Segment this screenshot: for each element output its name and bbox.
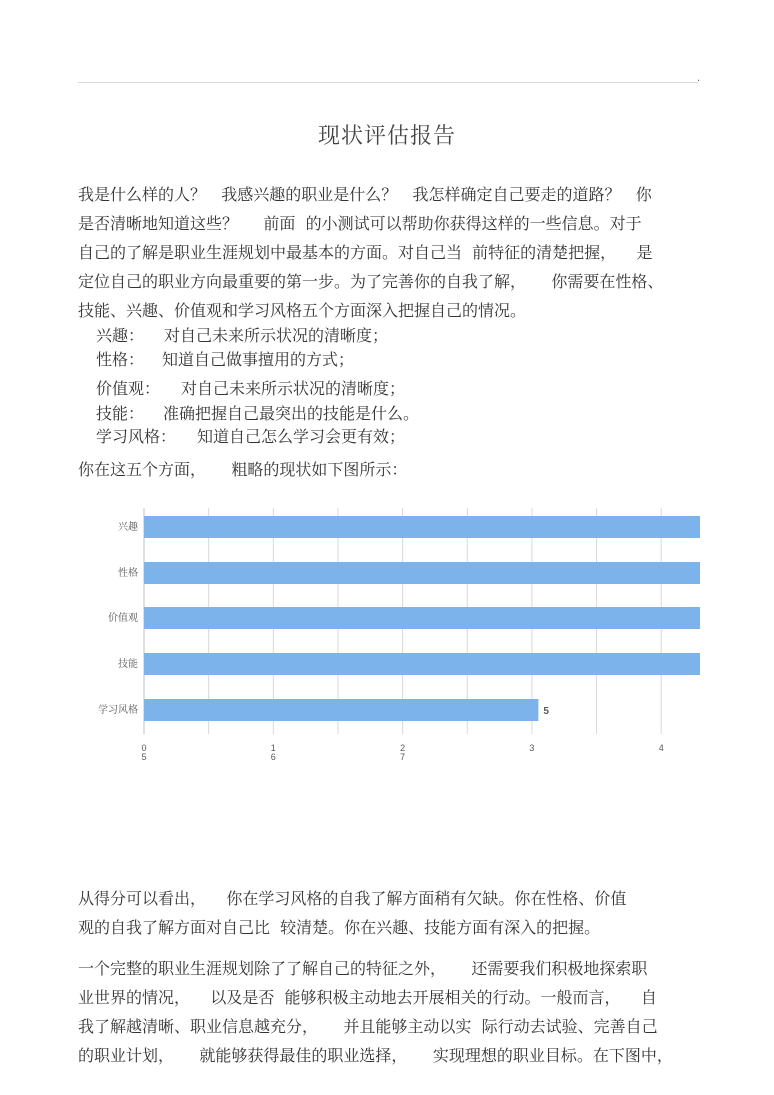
intro-line: 自己的了解是职业生涯规划中最基本的方面。对自己当 前特征的清楚把握， 是	[78, 243, 653, 262]
chart-lead-text: 你在这五个方面， 粗略的现状如下图所示：	[78, 460, 408, 479]
closing-line: 我了解越清晰、职业信息越充分， 并且能够主动以实 际行动去试验、完善自己	[78, 1017, 658, 1036]
intro-line: 定位自己的职业方向最重要的第一步。为了完善你的自我了解， 你需要在性格、	[78, 272, 664, 291]
bar-1	[144, 562, 700, 584]
closing-paragraph	[78, 954, 710, 1070]
header-mark: .	[697, 73, 701, 84]
bar-4	[144, 699, 538, 721]
intro-paragraph	[78, 180, 710, 325]
bar-2	[144, 607, 700, 629]
intro-line: 是否清晰地知道这些？ 前面 的小测试可以帮助你获得这样的一些信息。对于	[78, 214, 642, 233]
intro-line: 技能、兴趣、价值观和学习风格五个方面深入把握自己的情况。	[78, 301, 527, 320]
dimension-desc-personality: 知道自己做事擅用的方式；	[162, 350, 355, 369]
x-tick-sublabel: 6	[270, 752, 276, 762]
x-tick-label: 1	[270, 743, 276, 753]
dimension-label-skills: 技能：	[96, 404, 145, 423]
x-tick-sublabel: 5	[141, 752, 147, 762]
category-label: 技能	[118, 659, 138, 670]
dimension-label-interest: 兴趣：	[96, 326, 145, 345]
closing-line: 业世界的情况， 以及是否 能够积极主动地去开展相关的行动。一般而言， 自	[78, 988, 657, 1007]
dimension-label-values: 价值观：	[96, 379, 161, 398]
dimension-desc-learning-style: 知道自己怎么学习会更有效；	[197, 427, 406, 446]
score-bar-chart	[78, 500, 718, 780]
closing-line: 一个完整的职业生涯规划除了了解自己的特征之外， 还需要我们积极地探索职	[78, 959, 648, 978]
bar-3	[144, 653, 700, 675]
closing-line: 的职业计划， 就能够获得最佳的职业选择， 实现理想的职业目标。在下图中，	[78, 1046, 673, 1065]
page-title: 现状评估报告	[317, 124, 456, 149]
header-rule	[78, 82, 698, 83]
dimension-desc-interest: 对自己未来所示状况的清晰度；	[164, 326, 389, 345]
x-tick-label: 3	[529, 743, 535, 753]
data-label: 5	[543, 706, 549, 717]
x-tick-label: 2	[400, 743, 406, 753]
conclusion-paragraph	[78, 884, 710, 942]
conclusion-line: 从得分可以看出， 你在学习风格的自我了解方面稍有欠缺。你在性格、价值	[78, 889, 627, 908]
dimension-label-learning-style: 学习风格：	[96, 427, 177, 446]
dimension-desc-skills: 准确把握自己最突出的技能是什么。	[163, 404, 420, 423]
category-label: 学习风格	[98, 705, 138, 716]
dimension-label-personality: 性格：	[96, 350, 145, 369]
dimension-desc-values: 对自己未来所示状况的清晰度；	[181, 379, 406, 398]
x-tick-sublabel: 7	[400, 752, 406, 762]
category-label: 性格	[118, 568, 138, 579]
category-label: 兴趣	[118, 522, 138, 533]
conclusion-line: 观的自我了解方面对自己比 较清楚。你在兴趣、技能方面有深入的把握。	[78, 918, 601, 937]
intro-line: 我是什么样的人？ 我感兴趣的职业是什么？ 我怎样确定自己要走的道路？ 你	[78, 185, 652, 204]
x-tick-label: 0	[141, 743, 147, 753]
x-tick-label: 4	[658, 743, 664, 753]
category-label: 价值观	[108, 613, 138, 624]
bar-0	[144, 516, 700, 538]
